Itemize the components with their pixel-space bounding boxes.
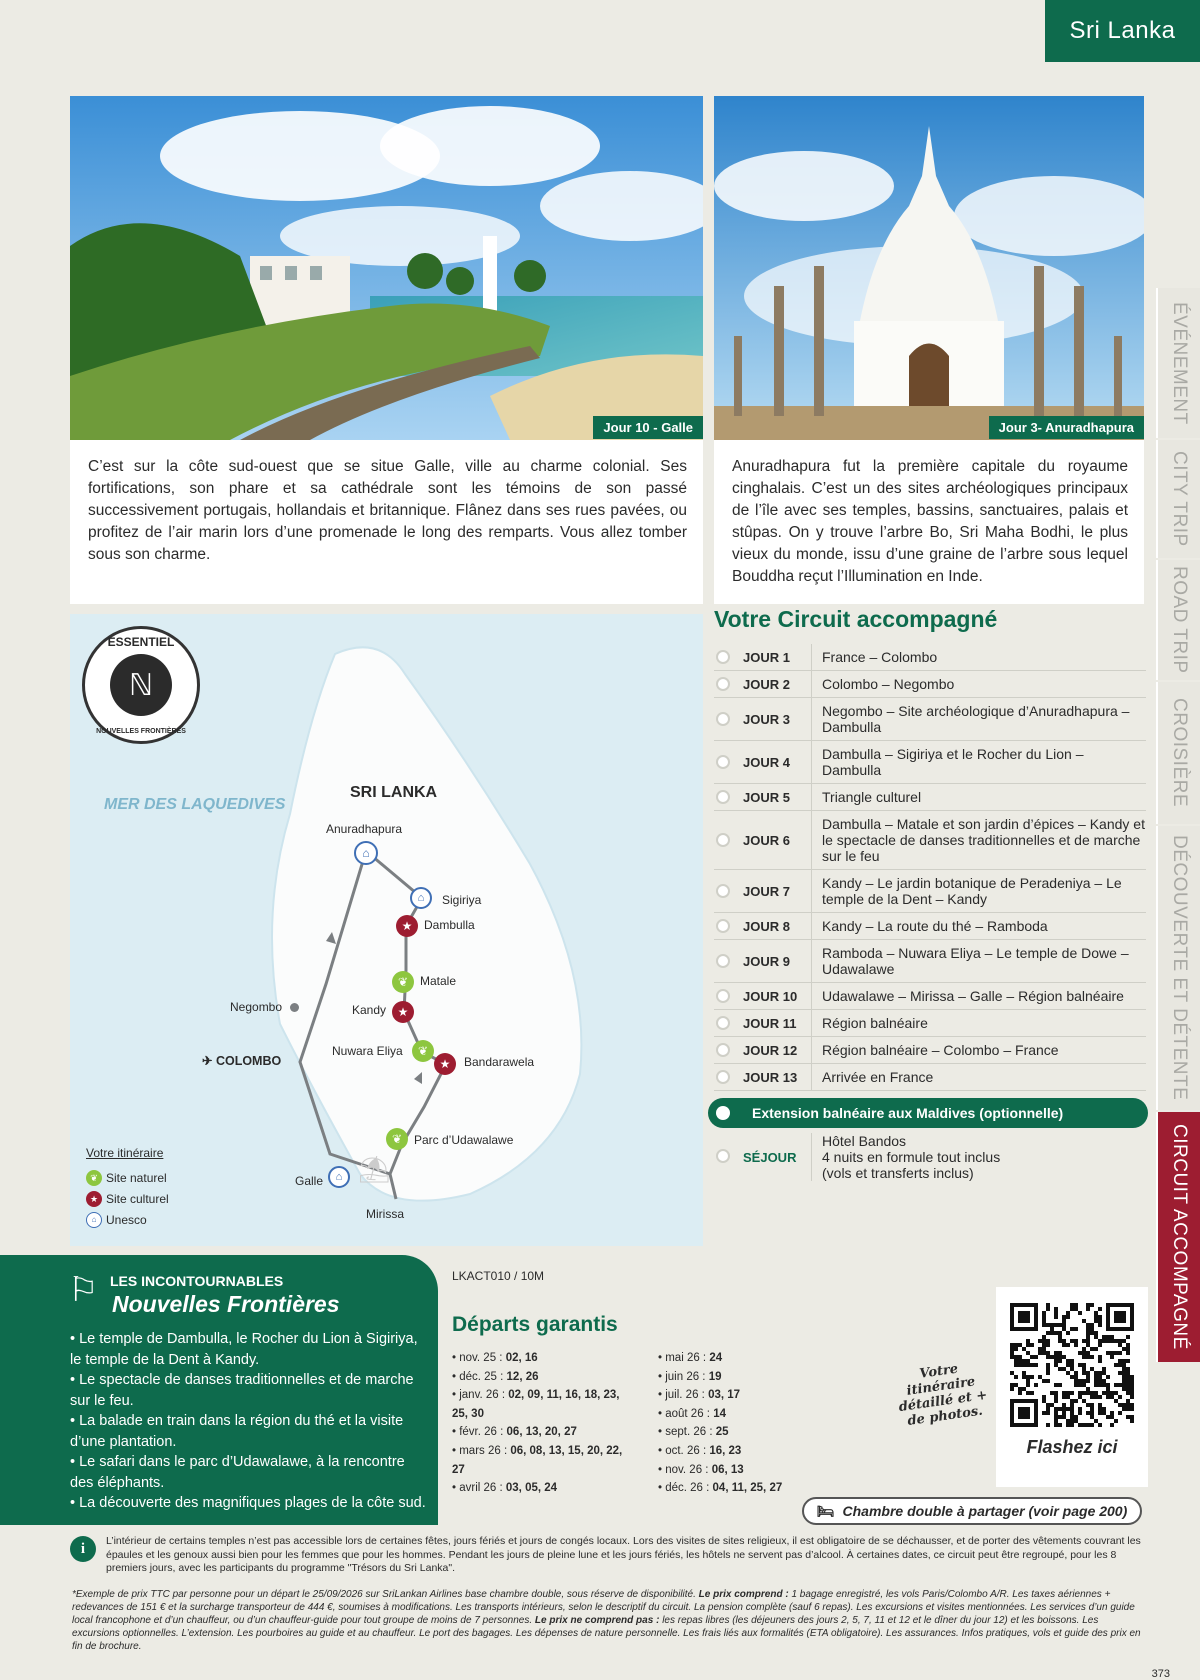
- photo-description: Anuradhapura fut la première capitale du royaume cinghalais. C’est un des sites archéologiques principaux de l’île avec ses temples, bassins, sanctuaires, palais et stûpas. On y trouve l’arbre Bo, Sri Maha Bodhi, le plus vieux du monde, issu d’une graine de l’arbre sous lequel Bouddha reçut l’Illumination en Inde.: [732, 458, 1128, 585]
- departure-month: • août 26 :: [658, 1407, 714, 1420]
- timeline-dot: [716, 989, 730, 1003]
- day-row: [714, 1037, 1146, 1064]
- day-desc: Dambulla – Matale et son jardin d’épices – Kandy et le spectacle de danses traditionnelles et de marche sur le feu: [822, 816, 1145, 864]
- place-sigiriya: Sigiriya: [442, 893, 482, 907]
- photo-card-galle: [70, 96, 703, 604]
- sea-label: MER DES LAQUEDIVES: [104, 796, 286, 813]
- room-info-label: Chambre double à partager (voir page 200): [842, 1503, 1128, 1519]
- day-desc: Région balnéaire: [822, 1015, 928, 1031]
- extension-banner: [708, 1098, 1148, 1128]
- departure-days: 02, 09, 11, 16, 18, 23, 25, 30: [452, 1389, 620, 1420]
- departure-month: • déc. 25 :: [452, 1370, 507, 1383]
- signpost-icon: ⚐: [68, 1271, 99, 1309]
- list-item: • La balade en train dans la région du thé et la visite d’une plantation.: [70, 1413, 404, 1450]
- photo-card-anuradhapura: [714, 96, 1144, 604]
- day-label: JOUR 12: [743, 1042, 798, 1058]
- product-code: LKACT010 / 10M: [452, 1269, 545, 1283]
- day-desc: Ramboda – Nuwara Eliya – Le temple de Dowe – Udawalawe: [822, 945, 1129, 977]
- departures-title: Départs garantis: [452, 1313, 618, 1336]
- place-udawalawe: Parc d’Udawalawe: [414, 1133, 514, 1147]
- tab-croisiere[interactable]: CROISIÈRE: [1156, 682, 1200, 824]
- day-row: [714, 811, 1146, 870]
- departure-month: • sept. 26 :: [658, 1426, 716, 1439]
- departure-entry: [658, 1461, 808, 1480]
- legend-natural-label: Site naturel: [106, 1171, 167, 1185]
- departure-entry: [658, 1405, 808, 1424]
- day-desc: Udawalawe – Mirissa – Galle – Région balnéaire: [822, 988, 1124, 1004]
- departure-month: • févr. 26 :: [452, 1426, 507, 1439]
- day-label: JOUR 13: [743, 1069, 798, 1085]
- day-row: [714, 644, 1146, 671]
- fine-text: *Exemple de prix TTC par personne pour un départ le 25/09/2026 sur SriLankan Airlines base chambre double, sous réserve de disponibilité.: [72, 1589, 699, 1600]
- departure-month: • nov. 25 :: [452, 1352, 506, 1364]
- essentiel-badge: [82, 626, 200, 744]
- day-row: [714, 940, 1146, 983]
- legend-unesco: [86, 1212, 147, 1228]
- fine-text: 1 bagage enregistré, les vols Paris/Colombo A/R. Les taxes aériennes + redevances de 151 € et la surcharge transporteur de 444 €, soumises à modifications. Les transports intérieurs, selon le descriptif du circuit. La pension complète (sauf 6 repas). Les excursions et visites mentionnées. Les services d’un guide local francophone et d’un chauffeur, ou d’un chauffeur-guide pour tout groupe de moins de 7 personnes.: [72, 1589, 1135, 1626]
- departure-month: • juin 26 :: [658, 1370, 709, 1383]
- legend-title: Votre itinéraire: [86, 1146, 164, 1160]
- star-icon: ★: [86, 1191, 102, 1207]
- timeline-dot: [716, 1016, 730, 1030]
- day-desc: Colombo – Negombo: [822, 676, 955, 692]
- incontournables-panel: [0, 1255, 438, 1525]
- departure-days: 06, 13, 20, 27: [506, 1426, 577, 1439]
- day-row: [714, 913, 1146, 940]
- departure-entry: [658, 1386, 808, 1405]
- unesco-icon: ⌂: [410, 887, 432, 909]
- departures-col-2: [658, 1349, 808, 1498]
- departure-days: 03, 17: [708, 1389, 741, 1402]
- natural-site-icon: ❦: [412, 1040, 434, 1062]
- departure-month: • nov. 26 :: [658, 1463, 712, 1476]
- departure-entry: [658, 1479, 808, 1498]
- photo-caption: Jour 3- Anuradhapura: [989, 416, 1144, 439]
- cultural-site-icon: ★: [434, 1053, 456, 1075]
- info-note: L’intérieur de certains temples n’est pas accessible lors de certaines fêtes, jours fériés et jours de congés locaux. Lors des visites de sites religieux, il est obligatoire de se déchausser, et de porter des vêtements couvrant les épaules et les genoux aussi bien pour les femmes que pour les hommes. Pendant les jours de pleine lune et les jours fériés, les hôtels ne servent pas d’alcool. À certaines dates, ce circuit peut être regroupé, pour les 8 premiers jours, avec les participants du programme "Trésors du Sri Lanka".: [106, 1535, 1141, 1574]
- timeline-dot: [716, 954, 730, 968]
- timeline-dot: [716, 1043, 730, 1057]
- day-label: JOUR 9: [743, 953, 790, 969]
- unesco-icon: ⌂: [328, 1166, 350, 1188]
- day-desc: Dambulla – Sigiriya et le Rocher du Lion – Dambulla: [822, 746, 1084, 778]
- timeline-dot: [716, 790, 730, 804]
- departure-month: • mars 26 :: [452, 1444, 511, 1457]
- day-desc: Région balnéaire – Colombo – France: [822, 1042, 1059, 1058]
- qr-card: [996, 1287, 1148, 1487]
- departure-days: 16, 23: [709, 1444, 742, 1457]
- day-list: [714, 644, 1146, 1091]
- place-mirissa: Mirissa: [366, 1207, 404, 1221]
- day-label: JOUR 3: [743, 711, 790, 727]
- day-desc: Kandy – Le jardin botanique de Peradeniya – Le temple de la Dent – Kandy: [822, 875, 1122, 907]
- timeline-dot: [716, 677, 730, 691]
- day-desc: Kandy – La route du thé – Ramboda: [822, 918, 1048, 934]
- departure-days: 19: [708, 1370, 722, 1383]
- place-anuradhapura: Anuradhapura: [326, 822, 403, 836]
- legend-cultural-label: Site culturel: [106, 1192, 169, 1206]
- tab-decouverte[interactable]: DÉCOUVERTE ET DÉTENTE: [1156, 826, 1200, 1110]
- qr-cta: Flashez ici: [1026, 1437, 1118, 1457]
- departures-col-1: [452, 1349, 632, 1498]
- list-item: • Le temple de Dambulla, le Rocher du Lion à Sigiriya, le temple de la Dent à Kandy.: [70, 1331, 418, 1368]
- page-number: 373: [1151, 1668, 1170, 1680]
- day-row: [714, 784, 1146, 811]
- day-row: [714, 870, 1146, 913]
- departure-entry: [452, 1442, 632, 1479]
- day-label: JOUR 6: [743, 832, 790, 848]
- day-row: [714, 1064, 1146, 1091]
- departure-days: 06, 08, 13, 15, 20, 22, 27: [452, 1444, 623, 1476]
- legend-cultural: [86, 1191, 169, 1207]
- departure-entry: [452, 1386, 632, 1423]
- place-bandarawela: Bandarawela: [464, 1055, 535, 1069]
- qr-code-icon[interactable]: [1010, 1303, 1134, 1427]
- anuradhapura-photo: [714, 96, 1144, 440]
- legend-unesco-label: Unesco: [106, 1213, 147, 1227]
- departure-month: • oct. 26 :: [658, 1444, 710, 1457]
- timeline-dot: [716, 919, 730, 933]
- tab-circuit-accompagne[interactable]: CIRCUIT ACCOMPAGNÉ: [1156, 1112, 1200, 1362]
- departure-days: 12, 26: [506, 1370, 539, 1383]
- qr-note: Votre itinéraire détaillé et + de photos.: [897, 1361, 989, 1429]
- bed-icon: 🛏: [816, 1502, 835, 1519]
- day-label: JOUR 7: [743, 883, 790, 899]
- departure-days: 03, 05, 24: [505, 1482, 558, 1495]
- departure-days: 24: [709, 1352, 723, 1364]
- cultural-site-icon: ★: [396, 915, 418, 937]
- departure-entry: [658, 1423, 808, 1442]
- sejour-desc: Hôtel Bandos 4 nuits en formule tout inclus (vols et transferts inclus): [822, 1133, 1001, 1181]
- departure-days: 14: [713, 1407, 726, 1420]
- place-negombo: Negombo: [230, 1000, 283, 1014]
- incontournables-list: [70, 1329, 430, 1514]
- departure-month: • déc. 26 :: [658, 1482, 713, 1495]
- incontournables-kicker: LES INCONTOURNABLES: [110, 1273, 284, 1289]
- itinerary-map: [70, 614, 703, 1246]
- tab-city-trip[interactable]: CITY TRIP: [1156, 440, 1200, 558]
- incontournables-title: Nouvelles Frontières: [112, 1291, 340, 1317]
- departure-month: • janv. 26 :: [452, 1389, 509, 1402]
- photo-caption: Jour 10 - Galle: [593, 416, 703, 439]
- departure-entry: [658, 1368, 808, 1387]
- list-item: • Le safari dans le parc d’Udawalawe, à la rencontre des éléphants.: [70, 1454, 405, 1491]
- day-row: [714, 698, 1146, 741]
- extension-label: Extension balnéaire aux Maldives (optionnelle): [752, 1105, 1064, 1121]
- fine-bold: Le prix ne comprend pas :: [534, 1615, 663, 1626]
- departure-entry: [658, 1442, 808, 1461]
- temple-icon: ⌂: [86, 1212, 102, 1228]
- place-matale: Matale: [420, 974, 457, 988]
- day-desc: Arrivée en France: [822, 1069, 934, 1085]
- sejour-row: [714, 1133, 1146, 1181]
- departure-entry: [452, 1349, 632, 1368]
- tab-road-trip[interactable]: ROAD TRIP: [1156, 560, 1200, 680]
- day-row: [714, 741, 1146, 784]
- departure-entry: [452, 1423, 632, 1442]
- timeline-dot: [716, 755, 730, 769]
- unesco-icon: ⌂: [354, 841, 378, 865]
- fine-print: [72, 1588, 1145, 1653]
- departure-days: 25: [715, 1426, 729, 1439]
- natural-site-icon: ❦: [392, 971, 414, 993]
- sejour-label: SÉJOUR: [743, 1150, 797, 1165]
- day-desc: France – Colombo: [822, 649, 938, 665]
- room-info: [802, 1497, 1142, 1525]
- day-row: [714, 1010, 1146, 1037]
- departure-month: • avril 26 :: [452, 1482, 506, 1495]
- day-desc: Triangle culturel: [822, 789, 922, 805]
- badge-logo-icon: ℕ: [110, 654, 172, 716]
- leaf-icon: ❦: [86, 1170, 102, 1186]
- timeline-dot: [716, 1149, 730, 1163]
- day-row: [714, 671, 1146, 698]
- day-label: JOUR 10: [743, 988, 798, 1004]
- route-dot: [290, 1003, 299, 1012]
- place-colombo: ✈ COLOMBO: [202, 1054, 282, 1068]
- departure-days: 02, 16: [505, 1352, 538, 1364]
- departure-month: • juil. 26 :: [658, 1389, 709, 1402]
- departure-entry: [452, 1479, 632, 1498]
- day-row: [714, 983, 1146, 1010]
- country-tab: Sri Lanka: [1045, 0, 1200, 62]
- day-label: JOUR 5: [743, 789, 790, 805]
- place-nuwara-eliya: Nuwara Eliya: [332, 1044, 403, 1058]
- info-icon: i: [70, 1536, 96, 1562]
- fine-text: les repas libres (les déjeuners des jours 2, 5, 7, 11 et 12 et le dîner du jour 12) et les boissons. Les excursions optionnelles. L’extension. Les pourboires au guide et au chauffeur. Le port des bagages. Les dépenses de nature personnelle. Les frais liés aux formalités (ETA obligatoire). Les assurances. Infos pratiques, vols et guide des prix en fin de brochure.: [72, 1615, 1141, 1652]
- photo-description: C’est sur la côte sud-ouest que se situe Galle, ville au charme colonial. Ses fortifications, son phare et sa cathédrale sont les témoins de son passé successivement portugais, hollandais et britannique. Flânez dans ses rues pavées, ou profitez de l’air marin lors d’une promenade le long des remparts. Vous allez tomber sous son charme.: [88, 458, 687, 563]
- list-item: • La découverte des magnifiques plages de la côte sud.: [70, 1495, 426, 1511]
- timeline-dot: [716, 1106, 730, 1120]
- place-kandy: Kandy: [352, 1003, 387, 1017]
- departure-days: 06, 13: [711, 1463, 744, 1476]
- circuit-title: Votre Circuit accompagné: [714, 606, 998, 632]
- list-item: • Le spectacle de danses traditionnelles et de marche sur le feu.: [70, 1372, 414, 1409]
- timeline-dot: [716, 712, 730, 726]
- cultural-site-icon: ★: [392, 1001, 414, 1023]
- day-desc: Negombo – Site archéologique d’Anuradhapura – Dambulla: [822, 703, 1130, 735]
- badge-bottom-text: NOUVELLES FRONTIÈRES: [96, 728, 186, 735]
- country-label: SRI LANKA: [350, 784, 438, 801]
- departure-entry: [452, 1368, 632, 1387]
- timeline-dot: [716, 833, 730, 847]
- day-label: JOUR 8: [743, 918, 790, 934]
- fine-bold: Le prix comprend :: [698, 1589, 792, 1600]
- departure-entry: [658, 1349, 808, 1368]
- day-label: JOUR 1: [743, 649, 790, 665]
- day-label: JOUR 2: [743, 676, 790, 692]
- natural-site-icon: ❦: [386, 1128, 408, 1150]
- badge-top-text: ESSENTIEL: [107, 635, 175, 649]
- timeline-dot: [716, 884, 730, 898]
- place-dambulla: Dambulla: [424, 918, 475, 932]
- legend-natural: [86, 1170, 167, 1186]
- beach-umbrella-icon: ⛱: [358, 1154, 392, 1184]
- galle-photo: [70, 96, 703, 440]
- day-label: JOUR 4: [743, 754, 790, 770]
- place-galle: Galle: [295, 1174, 324, 1188]
- timeline-dot: [716, 1070, 730, 1084]
- departure-month: • mai 26 :: [658, 1352, 710, 1364]
- day-label: JOUR 11: [743, 1015, 797, 1031]
- tab-evenement[interactable]: ÉVÉNEMENT: [1156, 288, 1200, 438]
- timeline-dot: [716, 650, 730, 664]
- departure-days: 04, 11, 25, 27: [712, 1482, 783, 1495]
